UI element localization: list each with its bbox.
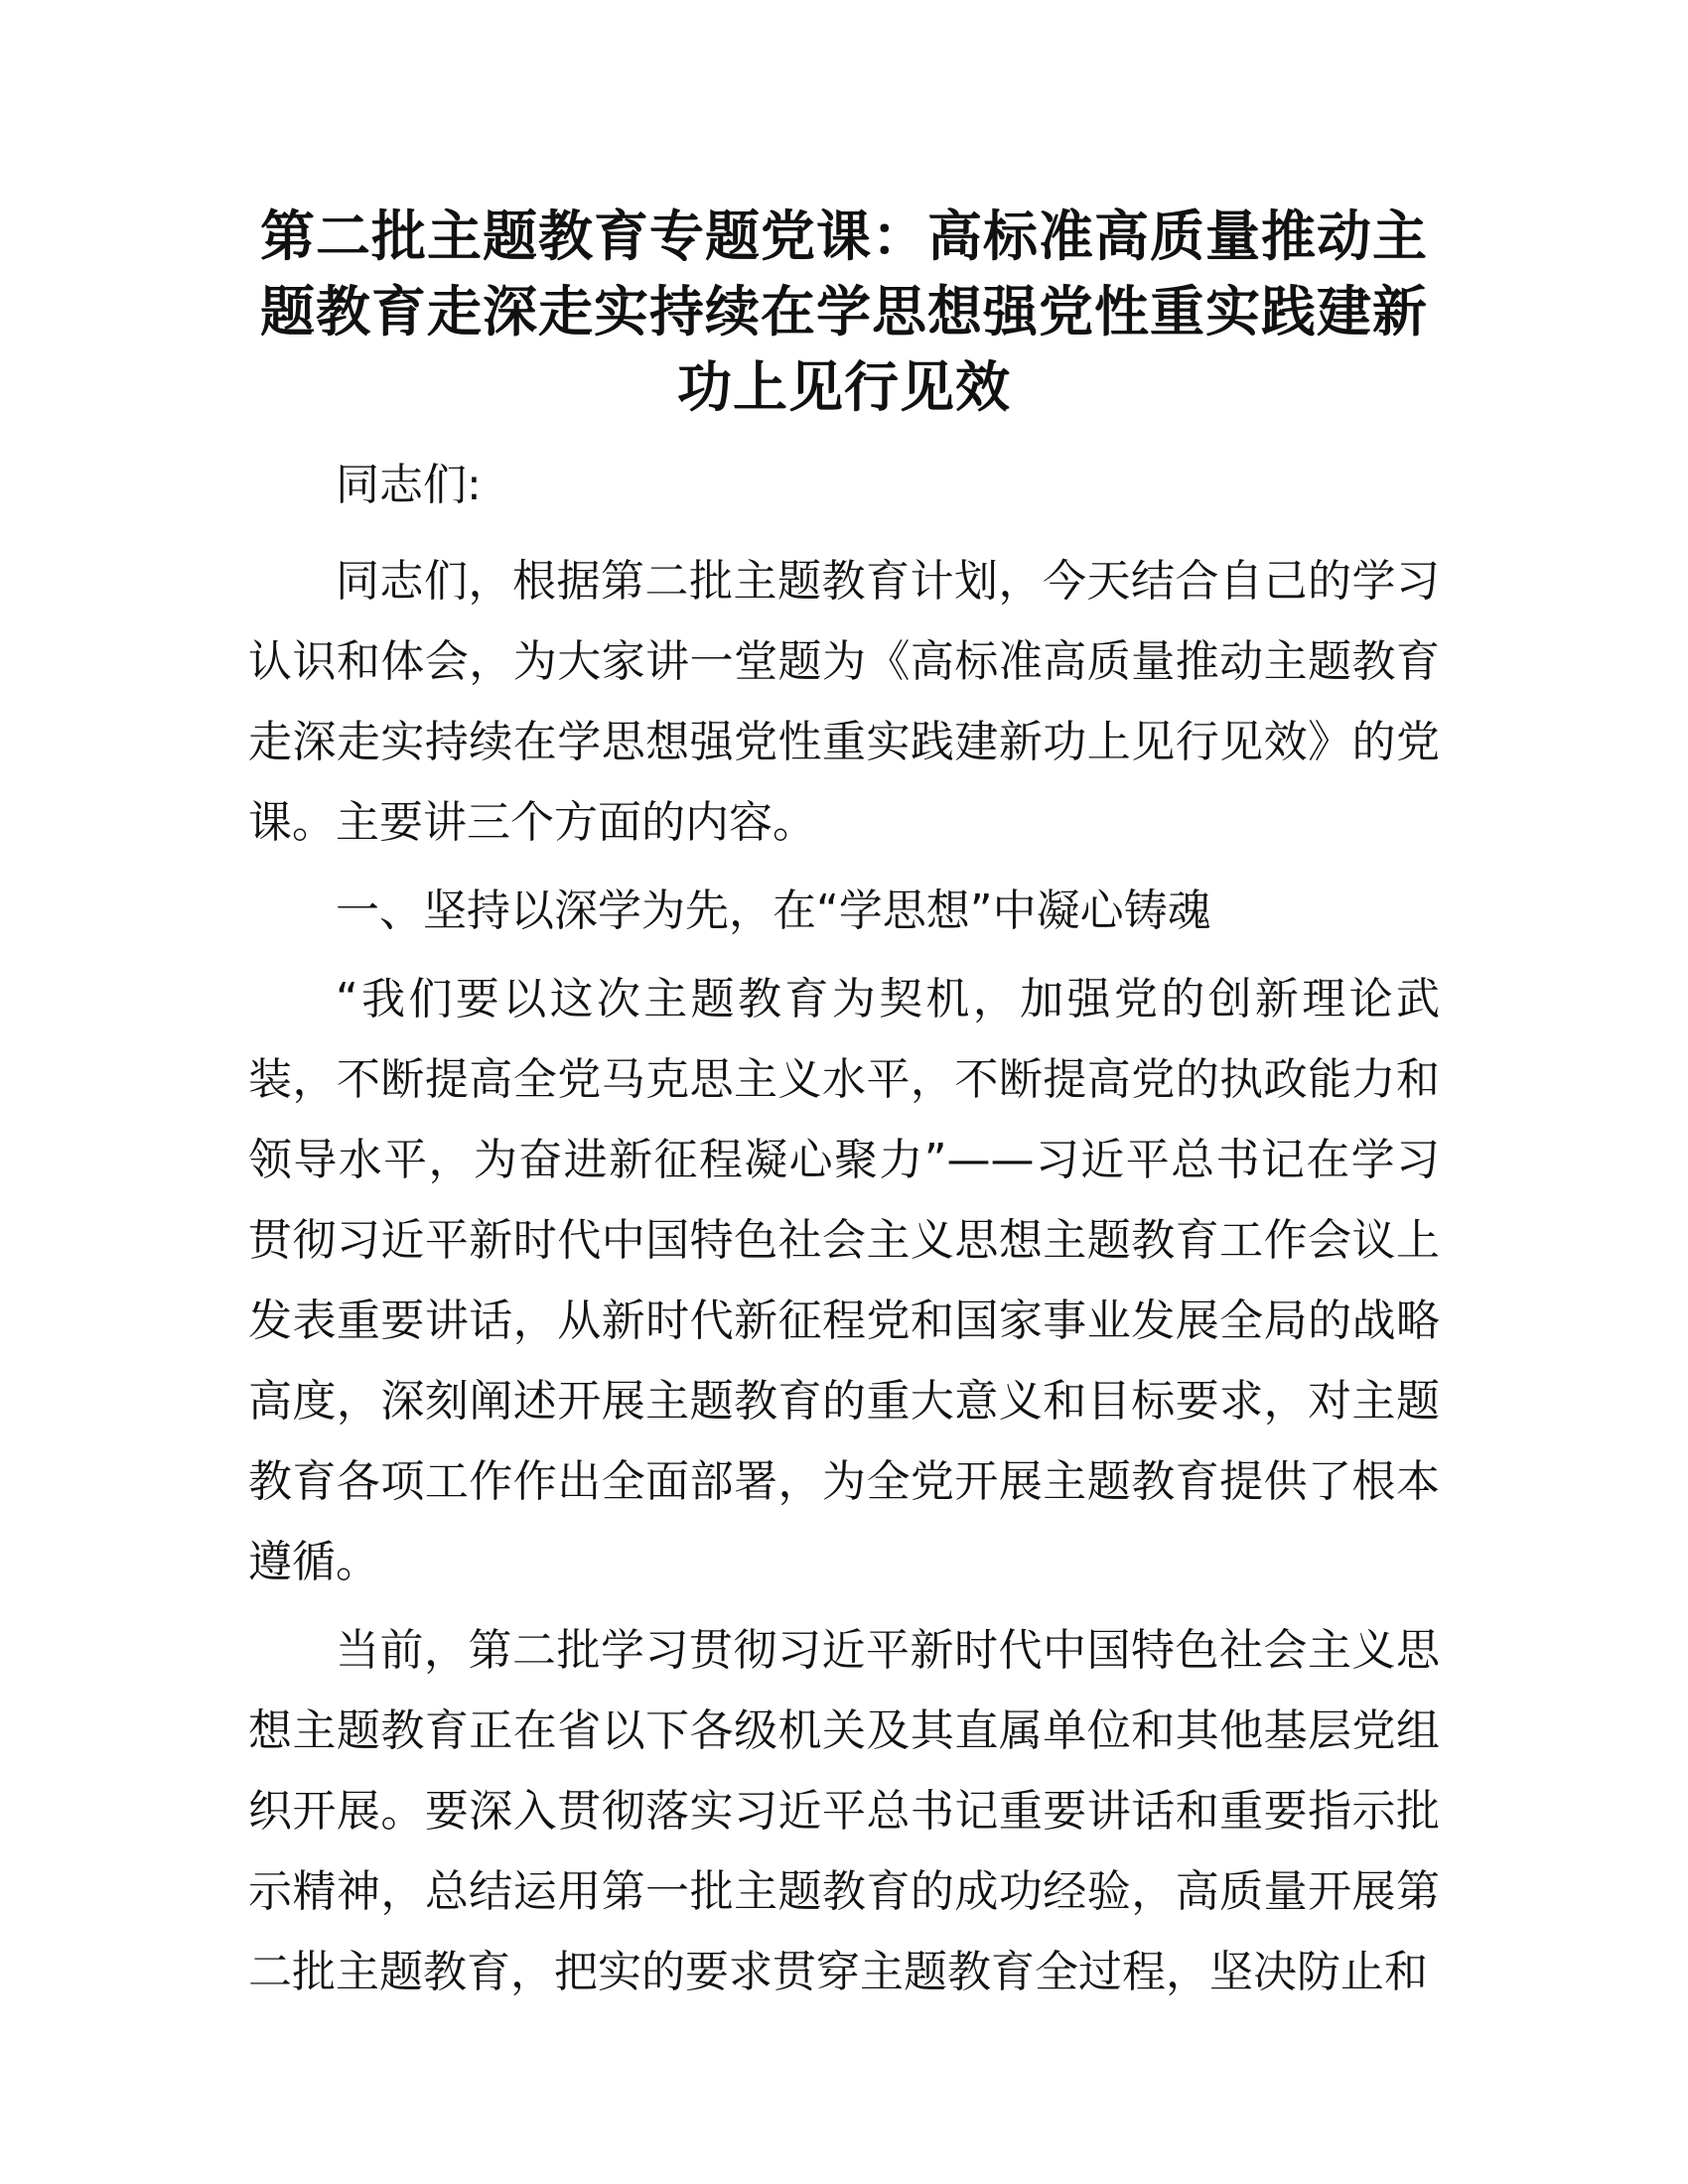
salutation: 同志们:	[336, 460, 482, 510]
paragraph-quote: “我们要以这次主题教育为契机，加强党的创新理论武装，不断提高全党马克思主义水平，不断提高党的执政能力和领导水平，为奋进新征程凝心聚力”——习近平总书记在学习贯彻习近平新时代中国特色社会主义思想主题教育工作会议上发表重要讲话，从新时代新征程党和国家事业发展全局的战略高度，深刻阐述开展主题教育的重大意义和目标要求，对主题教育各项工作作出全面部署，为全党开展主题教育提供了根本遵循。	[248, 974, 1440, 1587]
document-page	[248, 199, 1440, 2020]
section-heading-1: 一、坚持以深学为先，在“学思想”中凝心铸魂	[336, 886, 1211, 936]
document-title: 第二批主题教育专题党课：高标准高质量推动主题教育走深走实持续在学思想强党性重实践建新功上见行见效	[259, 205, 1428, 419]
paragraph-current: 当前，第二批学习贯彻习近平新时代中国特色社会主义思想主题教育正在省以下各级机关及其直属单位和其他基层党组织开展。要深入贯彻落实习近平总书记重要讲话和重要指示批示精神，总结运用第一批主题教育的成功经验，高质量开展第二批主题教育，把实的要求贯穿主题教育全过程，坚决防止和	[248, 1625, 1440, 1997]
paragraph-intro: 同志们，根据第二批主题教育计划，今天结合自己的学习认识和体会，为大家讲一堂题为《高标准高质量推动主题教育走深走实持续在学思想强党性重实践建新功上见行见效》的党课。主要讲三个方面的内容。	[248, 556, 1440, 848]
